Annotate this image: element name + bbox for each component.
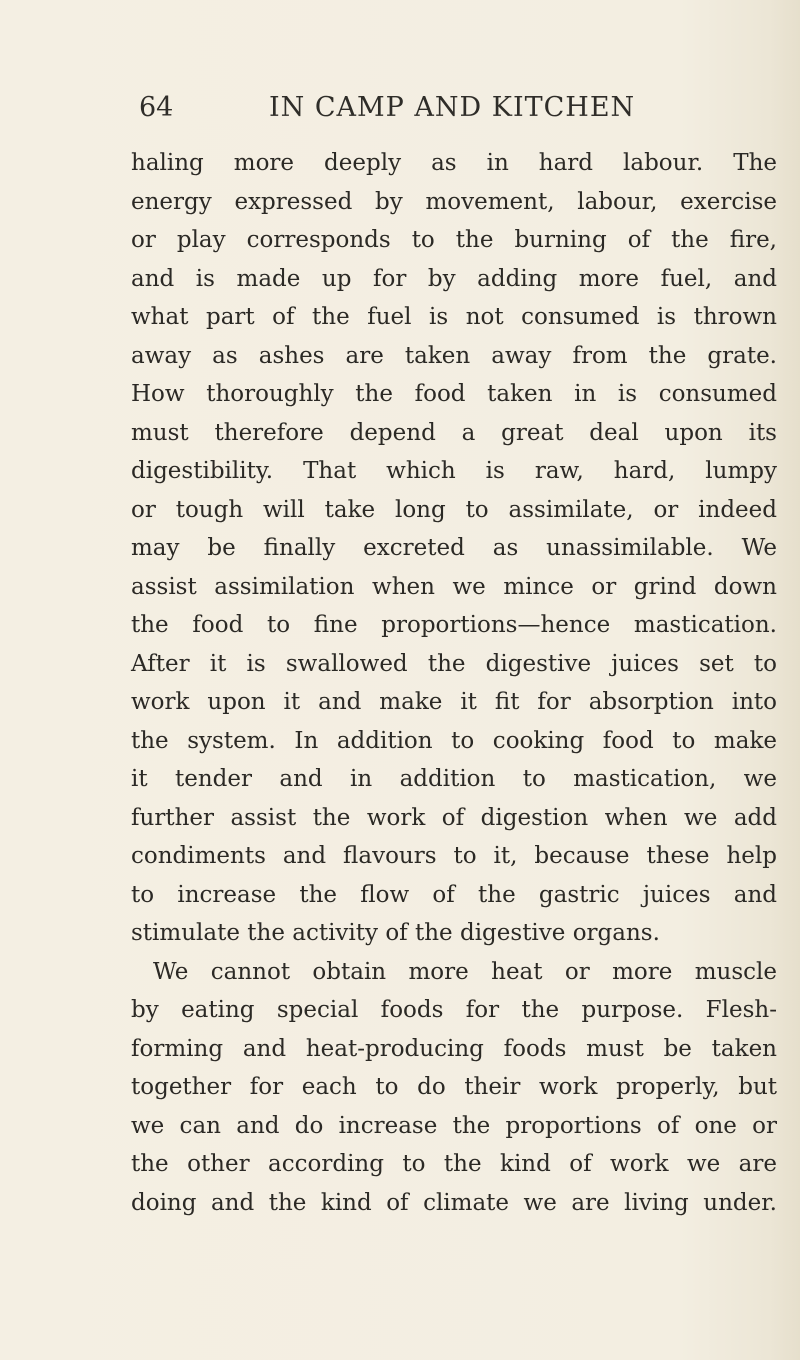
text-line: haling more deeply as in hard labour. The bbox=[131, 150, 777, 176]
text-line: what part of the fuel is not consumed is thrown bbox=[131, 304, 777, 330]
text-line: How thoroughly the food taken in is consumed bbox=[131, 381, 777, 407]
running-head: IN CAMP AND KITCHEN bbox=[269, 92, 636, 123]
page-number: 64 bbox=[139, 92, 174, 123]
text-line: or play corresponds to the burning of the fire, bbox=[131, 227, 777, 253]
page-header bbox=[139, 88, 659, 128]
text-line: the system. In addition to cooking food to make bbox=[131, 727, 777, 754]
text-line: together for each to do their work properly, but bbox=[131, 1074, 777, 1100]
text-line: further assist the work of digestion when we add bbox=[131, 804, 777, 831]
text-line: may be finally excreted as unassimilable. We bbox=[131, 535, 777, 561]
body-text bbox=[131, 144, 777, 1222]
text-line: work upon it and make it fit for absorption into bbox=[131, 689, 777, 715]
text-line: We cannot obtain more heat or more muscle bbox=[153, 958, 777, 985]
text-line: or tough will take long to assimilate, or indeed bbox=[131, 496, 777, 523]
text-line: and is made up for by adding more fuel, and bbox=[131, 265, 777, 292]
text-line: condiments and flavours to it, because these help bbox=[131, 843, 777, 869]
text-line: assist assimilation when we mince or grind down bbox=[131, 573, 777, 600]
text-line: energy expressed by movement, labour, exercise bbox=[131, 188, 777, 215]
text-line: After it is swallowed the digestive juices set to bbox=[131, 650, 777, 677]
text-line: it tender and in addition to mastication, we bbox=[131, 766, 777, 792]
text-line: forming and heat-producing foods must be taken bbox=[131, 1035, 777, 1062]
text-line: stimulate the activity of the digestive organs. bbox=[131, 920, 660, 946]
text-line: digestibility. That which is raw, hard, lumpy bbox=[131, 458, 777, 484]
text-line: by eating special foods for the purpose. Flesh- bbox=[131, 997, 777, 1023]
text-line: the food to fine proportions—hence mastication. bbox=[131, 612, 777, 638]
text-line: must therefore depend a great deal upon its bbox=[131, 419, 777, 446]
text-line: the other according to the kind of work we are bbox=[131, 1151, 777, 1177]
text-line: we can and do increase the proportions of one or bbox=[131, 1112, 777, 1139]
text-line: to increase the flow of the gastric juices and bbox=[131, 881, 777, 908]
text-line: doing and the kind of climate we are living under. bbox=[131, 1189, 777, 1216]
text-line: away as ashes are taken away from the grate. bbox=[131, 342, 777, 369]
